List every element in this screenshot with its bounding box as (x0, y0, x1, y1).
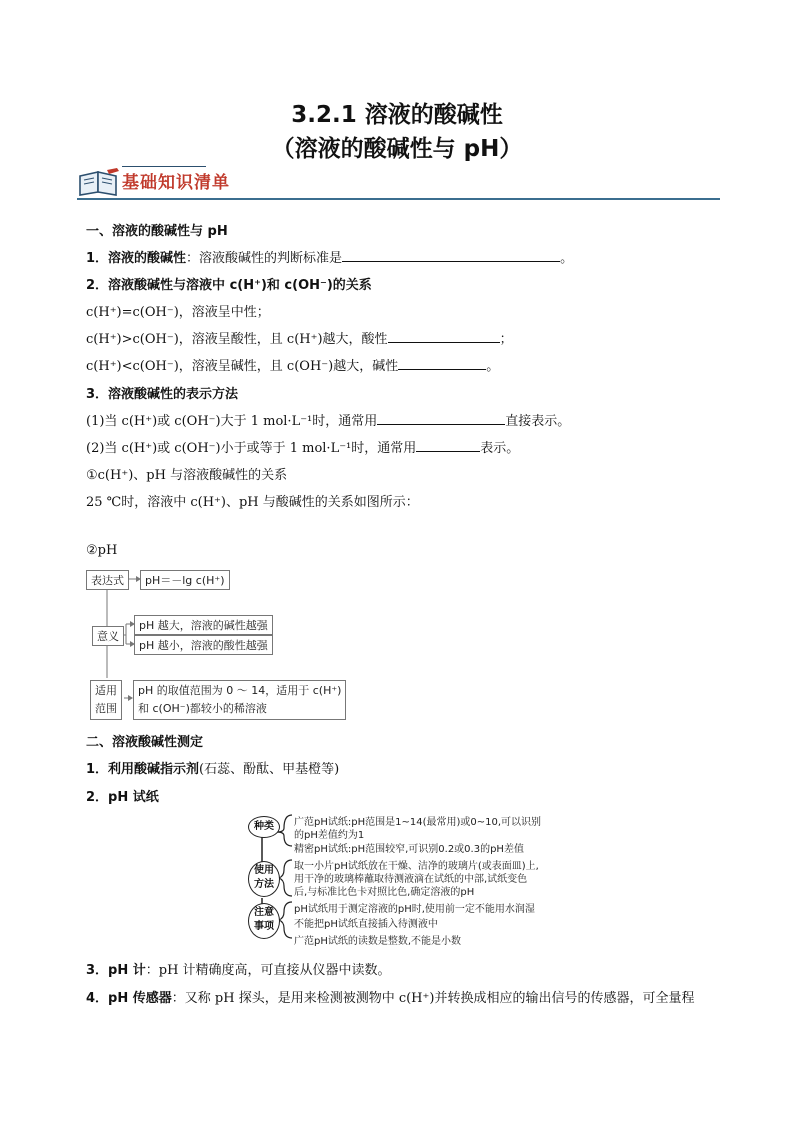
note-node (248, 903, 280, 939)
scope-label-line: 范围 (95, 702, 117, 715)
s1-heading: 一、溶液的酸碱性与 pH (86, 224, 228, 239)
use-node-line: 使用 (254, 865, 274, 876)
scope-label-line: 适用 (95, 684, 117, 697)
s1-p3-l2 (86, 437, 519, 456)
s2-p1 (86, 758, 339, 777)
s2-p4-label: 4．pH 传感器 (86, 991, 172, 1006)
kind-item: 广范pH试纸:pH范围是1~14(最常用)或0~10,可以识别 (294, 817, 542, 828)
s1-p3-l1-text: (1)当 c(H⁺)或 c(OH⁻)大于 1 mol·L⁻¹时，通常用 (86, 414, 378, 429)
s1-p2-l3 (86, 355, 499, 374)
s1-p3-l5: ②pH (86, 543, 118, 558)
s2-p4-text: ：又称 pH 探头，是用来检测被测物中 c(H⁺)并转换成相应的输出信号的传感器，可全量程 (171, 991, 695, 1006)
note-item: 广范pH试纸的读数是整数,不能是小数 (294, 936, 462, 947)
kind-node: 种类 (248, 816, 280, 838)
s1-p2-label: 2．溶液酸碱性与溶液中 c(H⁺)和 c(OH⁻)的关系 (86, 278, 372, 293)
scope-box (133, 680, 346, 720)
answer-blank (388, 330, 500, 343)
s2-p3-text: ：pH 计精确度高，可直接从仪器中读数。 (145, 963, 391, 978)
s1-p2-l1: c(H⁺)=c(OH⁻)，溶液呈中性； (86, 305, 270, 320)
s1-p2-l3-text: c(H⁺)<c(OH⁻)，溶液呈碱性，且 c(OH⁻)越大，碱性 (86, 359, 399, 374)
s2-p3-label: 3．pH 计 (86, 963, 146, 978)
use-item: 用干净的玻璃棒蘸取待测液滴在试纸的中部,试纸变色 (294, 874, 528, 885)
s1-p3-l4: 25 ℃时，溶液中 c(H⁺)、pH 与酸碱性的关系如图所示： (86, 495, 419, 510)
note-node-line: 注意 (254, 907, 274, 918)
s2-p3 (86, 959, 391, 978)
s1-p1-text: ：溶液酸碱性的判断标准是 (186, 251, 343, 266)
answer-blank (342, 249, 560, 262)
s1-p3-l1-end: 直接表示。 (505, 414, 571, 429)
use-item: 取一小片pH试纸放在干燥、洁净的玻璃片(或表面皿)上, (294, 861, 539, 872)
s1-p2-l3-end: 。 (486, 359, 500, 374)
s1-p1 (86, 247, 573, 266)
scope-label (90, 680, 122, 720)
page-subtitle: （溶液的酸碱性与 pH） (271, 136, 523, 162)
s2-heading: 二、溶液酸碱性测定 (86, 735, 204, 750)
book-icon (77, 168, 121, 196)
expression-value: pH＝－lg c(H⁺) (140, 570, 230, 590)
answer-blank (377, 412, 505, 425)
use-item: 后,与标准比色卡对照比色,确定溶液的pH (294, 887, 475, 898)
note-item: pH试纸用于测定溶液的pH时,使用前一定不能用水润湿 (294, 904, 535, 915)
answer-blank (398, 357, 486, 370)
s1-p2-l2-text: c(H⁺)>c(OH⁻)，溶液呈酸性，且 c(H⁺)越大，酸性 (86, 332, 388, 347)
s2-p2-label: 2．pH 试纸 (86, 790, 159, 805)
note-item: 不能把pH试纸直接插入待测液中 (294, 919, 438, 930)
s1-p2-l2 (86, 328, 513, 347)
section-rule (77, 198, 720, 200)
s1-p3-l2-end: 表示。 (480, 441, 520, 456)
kind-item: 精密pH试纸:pH范围较窄,可识别0.2或0.3的pH差值 (294, 844, 524, 855)
s1-p3-l3: ①c(H⁺)、pH 与溶液酸碱性的关系 (86, 468, 288, 483)
s1-p3-l1 (86, 410, 570, 429)
note-node-line: 事项 (254, 921, 274, 932)
s2-p4 (86, 987, 694, 1006)
kind-item: 的pH差值约为1 (294, 830, 365, 841)
s2-p1-label: 1．利用酸碱指示剂 (86, 762, 200, 777)
s1-p2-l2-end: ； (499, 332, 513, 347)
s2-p1-text: (石蕊、酚酞、甲基橙等) (199, 762, 340, 777)
banner-overline (122, 166, 206, 167)
expression-label: 表达式 (86, 570, 129, 590)
scope-line: pH 的取值范围为 0 ～ 14，适用于 c(H⁺) (138, 684, 342, 697)
meaning-item: pH 越小，溶液的酸性越强 (134, 635, 273, 655)
s1-p1-label: 1．溶液的酸碱性 (86, 251, 187, 266)
s1-p3-label: 3．溶液酸碱性的表示方法 (86, 387, 239, 402)
page-title: 3.2.1 溶液的酸碱性 (291, 102, 503, 128)
meaning-label: 意义 (92, 626, 124, 646)
s1-p1-end: 。 (560, 251, 574, 266)
scope-line: 和 c(OH⁻)都较小的稀溶液 (138, 702, 267, 715)
meaning-item: pH 越大，溶液的碱性越强 (134, 615, 273, 635)
use-node-line: 方法 (254, 879, 274, 890)
section-banner: 基础知识清单 (122, 173, 230, 193)
s1-p3-l2-text: (2)当 c(H⁺)或 c(OH⁻)小于或等于 1 mol·L⁻¹时，通常用 (86, 441, 417, 456)
use-node (248, 861, 280, 897)
answer-blank (416, 439, 480, 452)
